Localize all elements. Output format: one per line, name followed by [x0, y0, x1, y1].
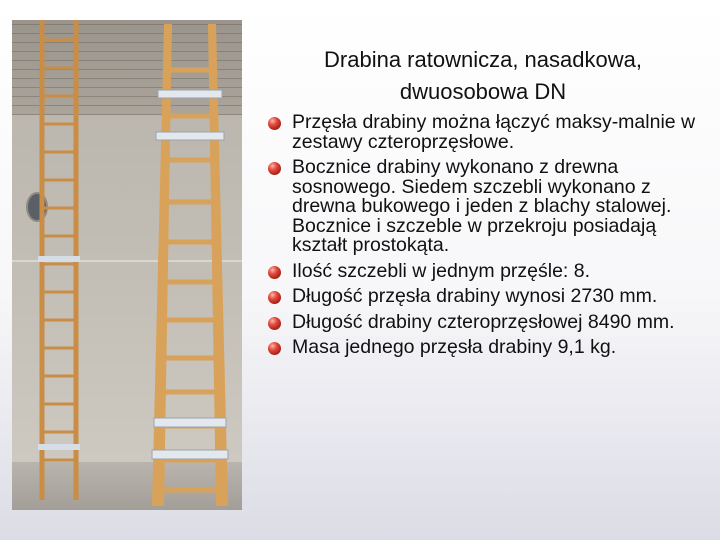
- title-line-1: Drabina ratownicza, nasadkowa,: [324, 47, 642, 72]
- bullet-text: Ilość szczebli w jednym przęśle: 8.: [292, 259, 591, 282]
- list-item: [268, 287, 708, 307]
- slide-title: [258, 44, 708, 108]
- bullet-icon: [268, 117, 281, 130]
- bullet-text: Przęsła drabiny można łączyć maksy-malnie w zestawy czteroprzęsłowe.: [292, 111, 696, 153]
- ladder-photo: [12, 20, 242, 510]
- list-item: [268, 158, 708, 256]
- bullet-icon: [268, 342, 281, 355]
- main-ladder: [152, 24, 228, 506]
- bullet-text: Długość drabiny czteroprzęsłowej 8490 mm.: [292, 310, 675, 333]
- list-item: [268, 338, 708, 358]
- list-item: [268, 113, 708, 152]
- bullet-text: Masa jednego przęsła drabiny 9,1 kg.: [292, 336, 617, 358]
- bullet-icon: [268, 266, 281, 279]
- bullet-icon: [268, 162, 281, 175]
- left-ladder: [38, 20, 80, 500]
- list-item: [268, 259, 708, 282]
- bullet-icon: [268, 291, 281, 304]
- bullet-list: [268, 113, 708, 364]
- title-line-2: dwuosobowa DN: [399, 79, 567, 104]
- list-item: [268, 310, 708, 333]
- bullet-text: Długość przęsła drabiny wynosi 2730 mm.: [292, 285, 658, 307]
- bullet-icon: [268, 317, 281, 330]
- bullet-text: Bocznice drabiny wykonano z drewna sosnowego. Siedem szczebli wykonano z drewna bukowego i jeden z blachy stalowej. Bocznice i szczeble w przekroju posiadają kształt prostokąta.: [292, 156, 672, 256]
- ladders-drawing: [12, 20, 242, 510]
